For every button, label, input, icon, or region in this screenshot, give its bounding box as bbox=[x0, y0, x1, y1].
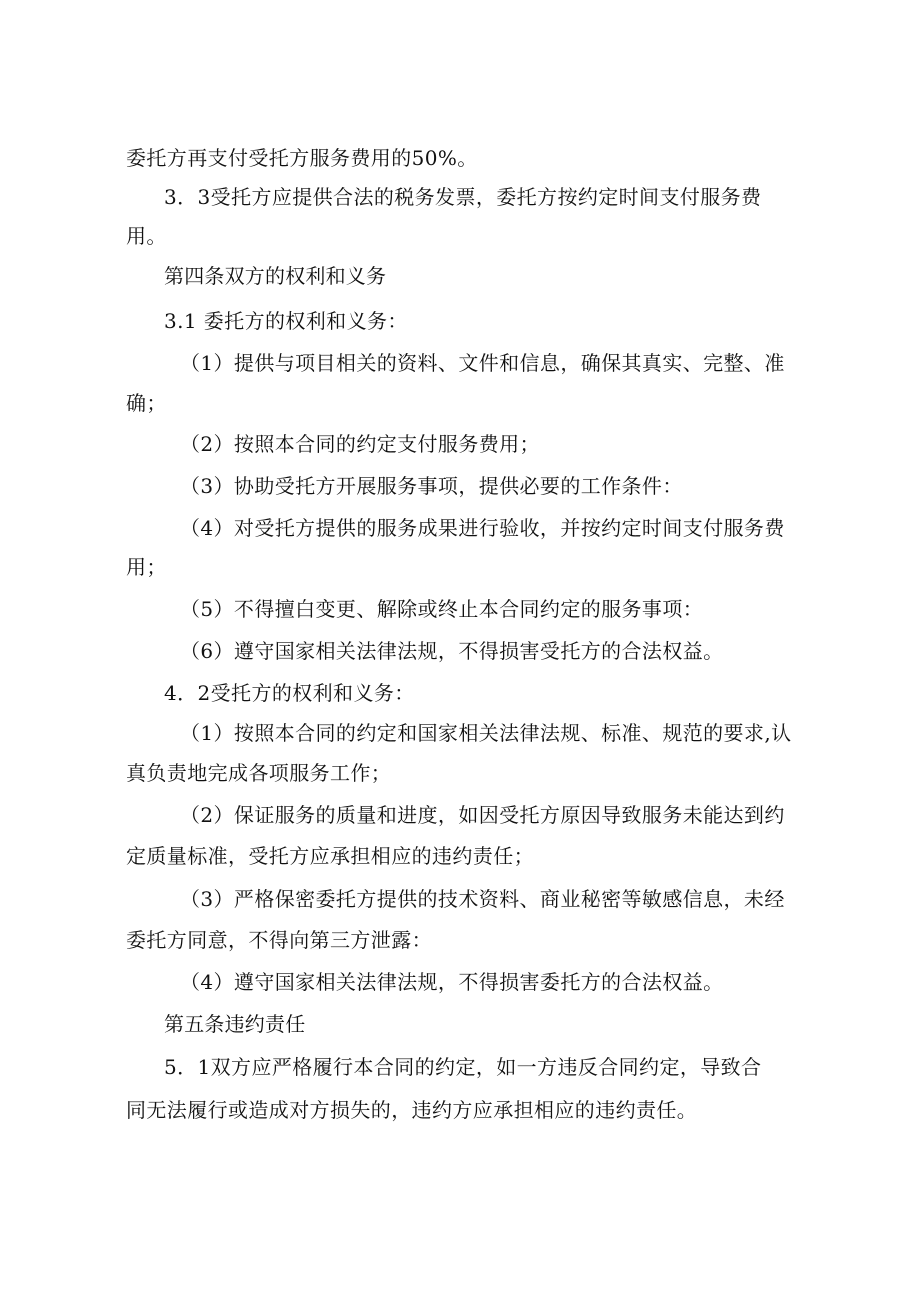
list-item-3-line-1: （3）严格保密委托方提供的技术资料、商业秘密等敏感信息，未经 bbox=[180, 887, 785, 911]
clause-3-1-title: 3.1 委托方的权利和义务： bbox=[164, 309, 408, 333]
clause-3-3-line-1: 3．3受托方应提供合法的税务发票，委托方按约定时间支付服务费 bbox=[164, 185, 762, 209]
list-item-1-line-1: （1）提供与项目相关的资料、文件和信息，确保其真实、完整、准 bbox=[180, 351, 785, 375]
list-item-6: （6）遵守国家相关法律法规，不得损害受托方的合法权益。 bbox=[180, 639, 724, 663]
list-item-3-line-2: 委托方同意，不得向第三方泄露： bbox=[126, 928, 432, 952]
list-item-2-line-2: 定质量标准，受托方应承担相应的违约责任； bbox=[126, 844, 534, 868]
list-item-4-line-2: 用； bbox=[126, 555, 167, 579]
list-item-2-line-1: （2）保证服务的质量和进度，如因受托方原因导致服务未能达到约 bbox=[180, 803, 785, 827]
clause-5-1-line-2: 同无法履行或造成对方损失的，违约方应承担相应的违约责任。 bbox=[126, 1098, 698, 1122]
clause-5-1-line-1: 5．1双方应严格履行本合同的约定，如一方违反合同约定，导致合 bbox=[164, 1055, 762, 1079]
clause-4-2-title: 4．2受托方的权利和义务： bbox=[164, 681, 415, 705]
list-item-4: （4）遵守国家相关法律法规，不得损害委托方的合法权益。 bbox=[180, 970, 724, 994]
list-item-3: （3）协助受托方开展服务事项，提供必要的工作条件： bbox=[180, 474, 683, 498]
list-item-1-line-1: （1）按照本合同的约定和国家相关法律法规、标准、规范的要求,认 bbox=[180, 721, 792, 745]
list-item-4-line-1: （4）对受托方提供的服务成果进行验收，并按约定时间支付服务费 bbox=[180, 516, 785, 540]
list-item-1-line-2: 确； bbox=[126, 391, 167, 415]
paragraph-line: 委托方再支付受托方服务费用的50%。 bbox=[126, 146, 478, 170]
list-item-2: （2）按照本合同的约定支付服务费用； bbox=[180, 432, 540, 456]
list-item-1-line-2: 真负责地完成各项服务工作； bbox=[126, 761, 392, 785]
list-item-5: （5）不得擅白变更、解除或终止本合同约定的服务事项： bbox=[180, 597, 704, 621]
section-heading-4: 第四条双方的权利和义务 bbox=[164, 264, 387, 288]
clause-3-3-line-2: 用。 bbox=[126, 224, 167, 248]
section-heading-5: 第五条违约责任 bbox=[164, 1012, 306, 1036]
